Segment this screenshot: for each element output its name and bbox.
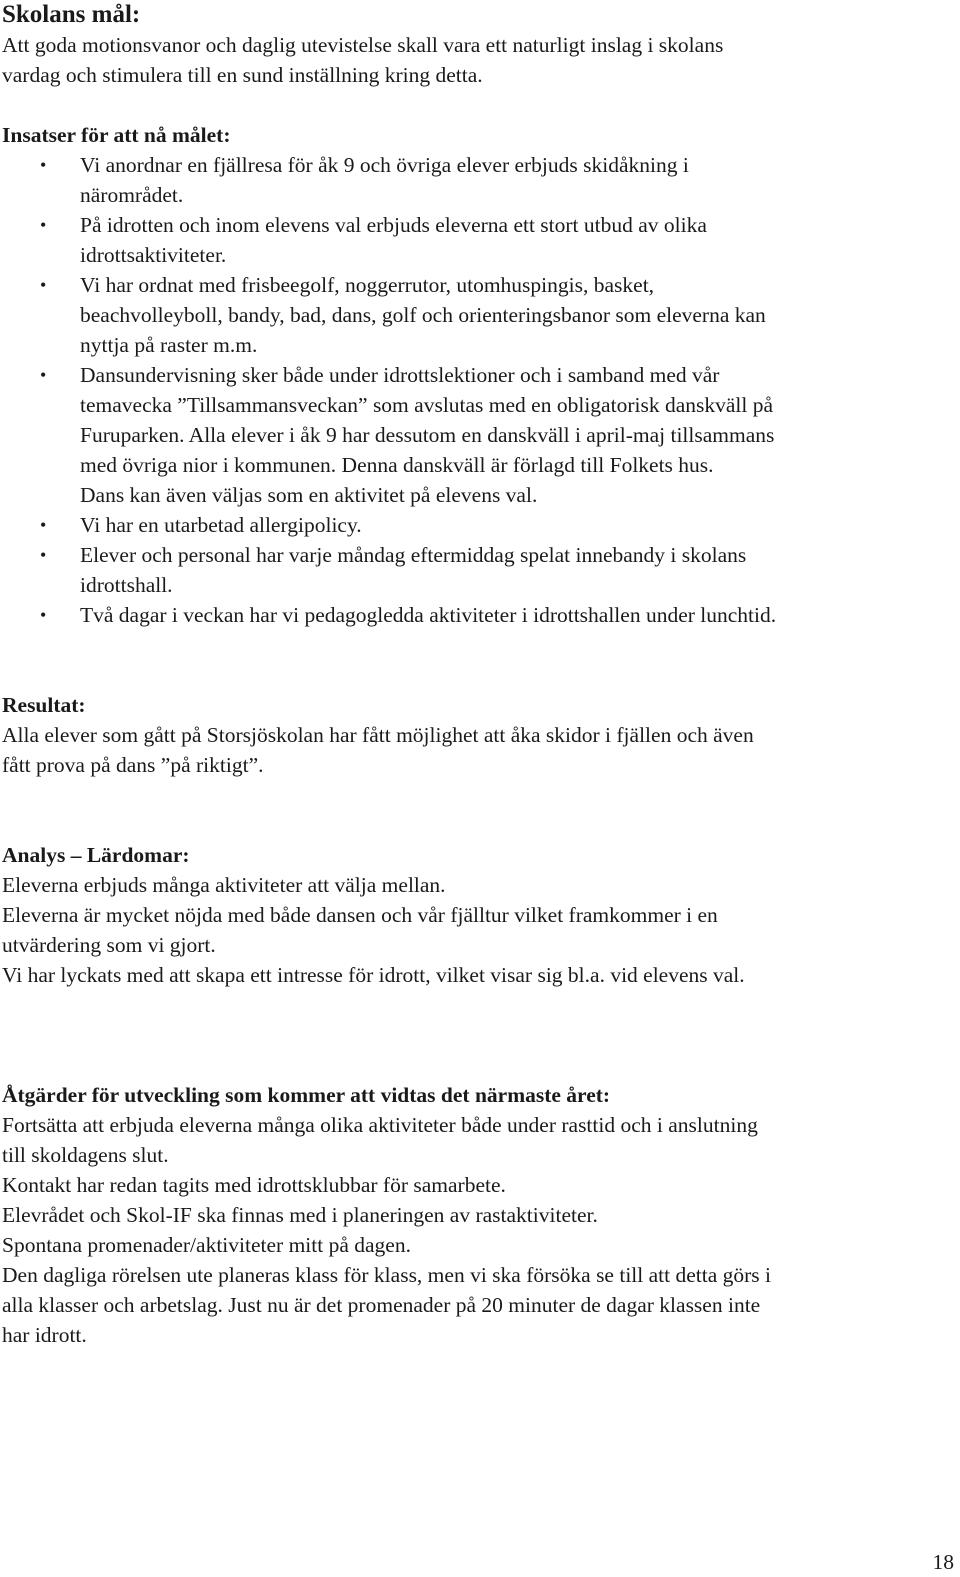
atgarder-line: Den dagliga rörelsen ute planeras klass för klass, men vi ska försöka se till att detta görs i <box>2 1263 772 1287</box>
list-item-line: Två dagar i veckan har vi pedagogledda aktiviteter i idrottshallen under lunchtid. <box>80 603 777 627</box>
spacer <box>2 780 947 840</box>
list-item-line: Vi har en utarbetad allergipolicy. <box>80 513 362 537</box>
resultat-line: Alla elever som gått på Storsjöskolan har fått möjlighet att åka skidor i fjällen och även <box>2 723 754 747</box>
resultat-heading: Resultat: <box>2 693 86 717</box>
list-item-line: nyttja på raster m.m. <box>80 333 258 357</box>
list-item-line: Dansundervisning sker både under idrottslektioner och i samband med vår <box>80 363 720 387</box>
insatser-list <box>2 150 947 630</box>
list-item-line: Elever och personal har varje måndag eftermiddag spelat innebandy i skolans <box>80 543 747 567</box>
spacer <box>2 990 947 1080</box>
resultat-line: fått prova på dans ”på riktigt”. <box>2 753 264 777</box>
list-item <box>2 270 947 360</box>
atgarder-line: alla klasser och arbetslag. Just nu är det promenader på 20 minuter de dagar klassen inte <box>2 1293 761 1317</box>
analys-line: Eleverna är mycket nöjda med både dansen och vår fjälltur vilket framkommer i en <box>2 903 718 927</box>
list-item-line: temavecka ”Tillsammansveckan” som avslutas med en obligatorisk danskväll på <box>80 393 774 417</box>
list-item-line: Dans kan även väljas som en aktivitet på elevens val. <box>80 483 538 507</box>
analys-line: Vi har lyckats med att skapa ett intresse för idrott, vilket visar sig bl.a. vid elevens val. <box>2 963 745 987</box>
atgarder-heading: Åtgärder för utveckling som kommer att vidtas det närmaste året: <box>2 1083 611 1107</box>
list-item <box>2 360 947 510</box>
spacer <box>2 630 947 690</box>
analys-line: utvärdering som vi gjort. <box>2 933 216 957</box>
list-item-line: närområdet. <box>80 183 184 207</box>
goal-paragraph <box>2 30 947 90</box>
list-item <box>2 210 947 270</box>
resultat-paragraph <box>2 720 947 780</box>
list-item-line: med övriga nior i kommunen. Denna danskväll är förlagd till Folkets hus. <box>80 453 714 477</box>
analys-paragraph <box>2 870 947 990</box>
atgarder-line: Fortsätta att erbjuda eleverna många olika aktiviteter både under rasttid och i anslutning <box>2 1113 758 1137</box>
list-item <box>2 510 947 540</box>
bullet-icon: • <box>40 365 47 385</box>
atgarder-line: Elevrådet och Skol-IF ska finnas med i planeringen av rastaktiviteter. <box>2 1203 598 1227</box>
list-item <box>2 600 947 630</box>
bullet-icon: • <box>40 215 47 235</box>
list-item-line: beachvolleyboll, bandy, bad, dans, golf och orienteringsbanor som eleverna kan <box>80 303 766 327</box>
list-item-line: Vi har ordnat med frisbeegolf, noggerrutor, utomhuspingis, basket, <box>80 273 655 297</box>
atgarder-line: till skoldagens slut. <box>2 1143 169 1167</box>
list-item-line: idrottsaktiviteter. <box>80 243 227 267</box>
insatser-heading: Insatser för att nå målet: <box>2 123 231 147</box>
list-item-line: Vi anordnar en fjällresa för åk 9 och övriga elever erbjuds skidåkning i <box>80 153 689 177</box>
goal-line: Att goda motionsvanor och daglig utevistelse skall vara ett naturligt inslag i skolans <box>2 33 724 57</box>
spacer <box>2 90 947 120</box>
list-item <box>2 540 947 600</box>
bullet-icon: • <box>40 515 47 535</box>
list-item-line: Furuparken. Alla elever i åk 9 har dessutom en danskväll i april-maj tillsammans <box>80 423 775 447</box>
atgarder-line: har idrott. <box>2 1323 87 1347</box>
analys-line: Eleverna erbjuds många aktiviteter att välja mellan. <box>2 873 446 897</box>
document-page <box>2 0 947 1350</box>
page-number: 18 <box>932 1550 954 1574</box>
bullet-icon: • <box>40 155 47 175</box>
atgarder-line: Kontakt har redan tagits med idrottsklubbar för samarbete. <box>2 1173 506 1197</box>
goal-line: vardag och stimulera till en sund inställning kring detta. <box>2 63 483 87</box>
list-item-line: idrottshall. <box>80 573 173 597</box>
atgarder-paragraph <box>2 1110 947 1350</box>
bullet-icon: • <box>40 545 47 565</box>
page-title: Skolans mål: <box>2 1 141 28</box>
bullet-icon: • <box>40 605 47 625</box>
bullet-icon: • <box>40 275 47 295</box>
analys-heading: Analys – Lärdomar: <box>2 843 190 867</box>
list-item <box>2 150 947 210</box>
list-item-line: På idrotten och inom elevens val erbjuds eleverna ett stort utbud av olika <box>80 213 707 237</box>
atgarder-line: Spontana promenader/aktiviteter mitt på dagen. <box>2 1233 411 1257</box>
